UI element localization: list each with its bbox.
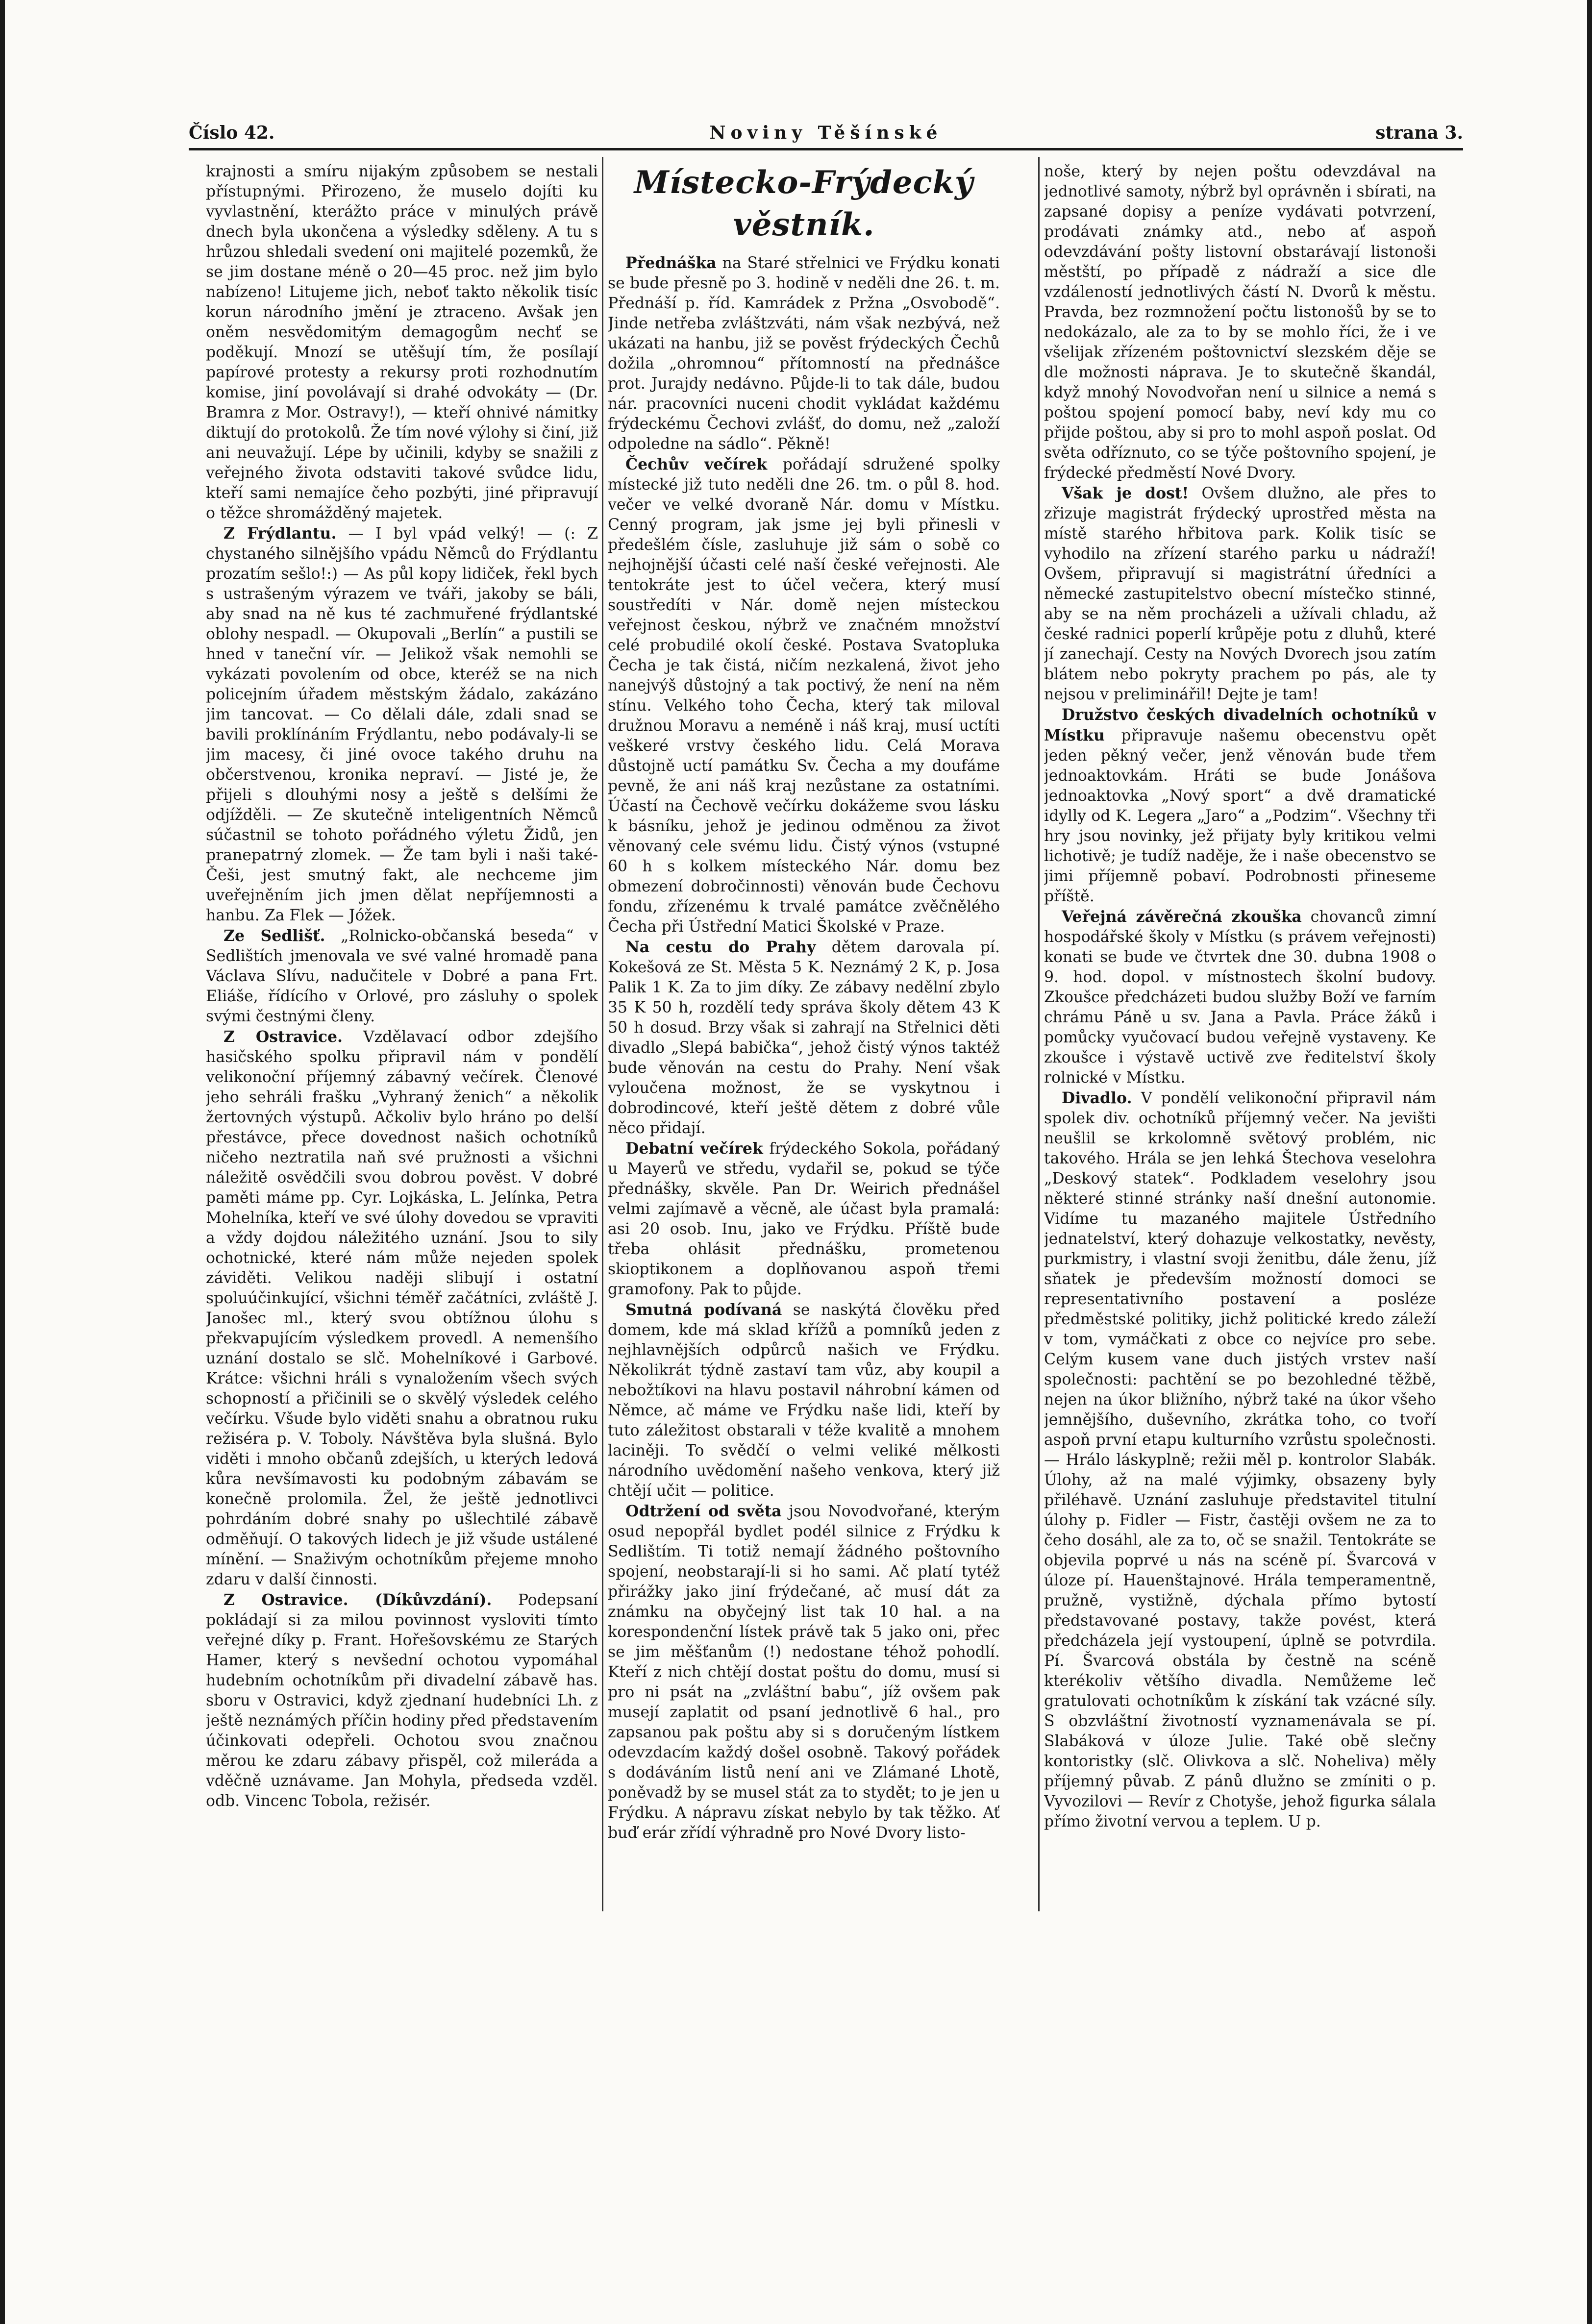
article-text: připravuje našemu obecenstvu opět jeden pěkný večer, jenž věnován bude třem jednoaktovkám. Hráti se bude Jonášova jednoaktovka „Nový sport“ a dvě dramatické idylly od K. Legera „Jaro“ a „Podzim“. Všechny tři hry jsou novinky, jež přijaty byly kritikou velmi lichotivě; je tudíž naděje, že i naše obecenstvo se jimi příjemně pobaví. Podrobnosti přineseme příště.: [1044, 727, 1436, 905]
article-paragraph: [1044, 705, 1436, 907]
article-lead: Veřejná závěrečná zkouška: [1062, 908, 1302, 926]
column-2-articles: [608, 253, 1000, 1843]
article-lead: Však je dost!: [1062, 484, 1189, 502]
article-paragraph: [608, 454, 1000, 937]
section-title: Místecko-Frýdecký věstník.: [634, 164, 974, 243]
newspaper-title: Noviny Těšínské: [709, 123, 943, 143]
article-paragraph: [206, 1590, 598, 1811]
page-header: [189, 123, 1463, 152]
article-paragraph: [1044, 483, 1436, 705]
article-paragraph: [608, 1300, 1000, 1501]
article-paragraph: [1044, 907, 1436, 1088]
article-text: „Rolnicko-občanská beseda“ v Sedlištích jmenovala ve své valné hromadě pana Václava Slívu, nadučitele v Dobré a pana Frt. Eliáše, řídícího v Orlové, pro zásluhy o spolek svými čestnými členy.: [206, 927, 598, 1025]
article-lead: Smutná podívaná: [625, 1301, 782, 1319]
article-text: noše, který by nejen poštu odevzdával na jednotlivé samoty, nýbrž byl oprávněn i sbírati, na zapsané dopisy a peníze vydávati potvrzení, prodávati známky atd., nebo ať aspoň odevzdávání pošty listovní obstarávají listonoši městští, po případě z nádraží a sice dle vzdáleností jednotlivých částí N. Dvorů k městu. Pravda, bez rozmnožení počtu listonošů by se to nedokázalo, ale za to by se mohlo říci, že i ve všelijak zřízeném poštovnictví slezském děje se dle možnosti náprava. Je to skutečně škandál, když mnohý Novodvořan není u silnice a nemá s poštou spojení pomocí baby, neví kdy mu co přijde poštou, aby si pro to mohl aspoň poslat. Od světa odříznuto, co se týče poštovního spojení, je frýdecké předměstí Nové Dvory.: [1044, 163, 1436, 482]
article-text: V pondělí velikonoční připravil nám spolek div. ochotníků příjemný večer. Na jevišti neušlil se krkolomně světový problém, nic takového. Hrála se jen lehká Štechova veselohra „Deskový statek“. Podkladem veselohry jsou některé stinné stránky naší dnešní autonomie. Vidíme tu mazaného majitele Ústředního jednatelství, který dohazuje velkostatky, nevěsty, purkmistry, i vlastní svoji ženitbu, dále ženu, jíž sňatek je především možností domoci se representativního postavení a posléze předměstské politiky, jichž politické kredo záleží v tom, vymáčkati z obce co nejvíce pro sebe. Celým kusem vane duch jistých vrstev naší společnosti: pachtění se po bezohledné těžbě, nejen na úkor bližního, nýbrž také na úkor všeho jemnějšího, duševního, zkrátka toho, co tvoří aspoň první etapu kulturního vzrůstu společnosti. — Hrálo láskyplně; režii měl p. kontrolor Slabák. Úlohy, až na malé výjimky, obsazeny byly přiléhavě. Uznání zasluhuje představitel titulní úlohy p. Fidler — Fistr, častěji ovšem ne za to čeho dosáhl, ale za to, oč se snažil. Tentokráte se objevila poprvé u nás na scéně pí. Švarcová v úloze pí. Hauenštajnové. Hrála temperamentně, pružně, vystižně, dýchala přímo bytostí představované postavy, takže povést, která předcházela její vystoupení, úplně se potvrdila. Pí. Švarcová obstála by čestně na scéně kterékoliv většího divadla. Nemůžeme leč gratulovati ochotníkům k získání tak vzácné síly. S obzvláštní životností vyznamenávala se pí. Slabáková v úloze Julie. Také obě slečny kontoristky (slč. Olivkova a slč. Noheliva) měly příjemný půvab. Z pánů dlužno se zmíniti o p. Vyvozilovi — Revír z Chotyše, jehož figurka sálala přímo životní vervou a teplem. U p.: [1044, 1089, 1436, 1830]
article-paragraph: [608, 253, 1000, 454]
article-paragraph: [206, 926, 598, 1027]
article-paragraph: [206, 523, 598, 926]
article-text: Ovšem dlužno, ale přes to zřizuje magistrát frýdecký uprostřed města na místě starého hřbitova park. Kolik tisíc se vyhodilo na zřízení starého parku u nádraží! Ovšem, připravují si magistrátní úředníci a německé zastupitelstvo obecní místečko stinné, aby se na něm procházeli a užívali chladu, až české radnici poperlí krůpěje potu z dluhů, které jí zanechají. Cesty na Nových Dvorech jsou zatím blátem nebo pokryty prachem po pás, ale ty nejsou v preliminářil! Dejte je tam!: [1044, 485, 1436, 703]
issue-number: Číslo 42.: [189, 123, 275, 143]
column-divider-1: [602, 157, 603, 1911]
article-paragraph: [1044, 1088, 1436, 1832]
article-paragraph: [608, 1138, 1000, 1300]
article-text: jsou Novodvořané, kterým osud nepopřál bydlet podél silnice z Frýdku k Sedlištím. Ti totiž nemají žádného poštovního spojení, neobstarají-li si ho sami. Ač platí tytéž přirážky jako jiní frýdečané, ač musí dát za známku na obyčejný list tak 10 hal. a na korespondenční lístek právě tak 5 jako oni, přec se jim měšťanům (!) nedostane téhož pohodlí. Kteří z nich chtějí dostat poštu do domu, musí si pro ni psát na „zvláštní babu“, jíž ovšem pak musejí zaplatit od psaní jednotlivě 6 hal., pro zapsanou pak poštu aby si s doručeným lístkem odevzdacím každý došel osobně. Takový pořádek s dodáváním listů není ani ve Zlámané Lhotě, poněvadž by se musel stát za to stydět; to je jen u Frýdku. A nápravu získat nebylo by tak těžko. Ať buď erár zřídí výhradně pro Nové Dvory listo-: [608, 1503, 1000, 1842]
article-text: Vzdělavací odbor zdejšího hasičského spolku připravil nám v pondělí velikonoční příjemný zábavný večírek. Členové jeho sehráli frašku „Vyhraný ženich“ a několik žertovných výstupů. Ačkoliv bylo hráno po delší přestávce, přece dovednost našich ochotníků ničeho neztratila naň své pružnosti a všichni náležitě osvědčili svou dobrou pověst. V dobré paměti máme pp. Cyr. Lojkáska, L. Jelínka, Petra Mohelníka, kteří ve své úlohy dovedou se vpraviti a vždy dojdou náležitého uznání. Jsou to sily ochotnické, které nám může nejeden spolek záviděti. Velikou naději slibují i ostatní spoluúčinkující, všichni téměř začátníci, zvláště J. Janošec ml., který svou obtížnou úlohu s překvapujícím výsledkem provedl. A nemenšího uznání dostalo se slč. Mohelníkové i Garbové. Krátce: všichni hráli s vynaložením všech svých schopností a přičinili se o skvělý výsledek celého večírku. Všude bylo viděti snahu a obratnou ruku režiséra p. V. Toboly. Návštěva byla slušná. Bylo viděti i mnoho občanů zdejších, u kterých ledová kůra nevšímavosti ku podobným zábavám se konečně prolomila. Žel, že ještě jednotlivci pohrdáním dobré snahy po ušlechtilé zábavě odměňují. O takových lidech je již všude ustálené mínění. — Snaživým ochotníkům přejeme mnoho zdaru v další činnosti.: [206, 1028, 598, 1588]
article-lead: Odtržení od světa: [625, 1502, 782, 1520]
article-text: chovanců zimní hospodářské školy v Místku (s právem veřejnosti) konati se bude ve čtvrtek dne 30. dubna 1908 o 9. hod. dopol. v místnostech školní budovy. Zkoušce předcházeti budou služby Boží ve farním chrámu Páně u sv. Jana a Pavla. Práce žáků i pomůcky vyučovací budou veřejně vystaveny. Ke zkoušce i výstavě uctivě zve ředitelství školy rolnické v Místku.: [1044, 908, 1436, 1087]
article-paragraph: [608, 937, 1000, 1138]
article-lead: Z Frýdlantu.: [224, 524, 337, 543]
article-lead: Debatní večírek: [625, 1139, 763, 1158]
article-text: se naskýtá člověku před domem, kde má sklad křížů a pomníků jeden z nejhlavnějších odpůrců našich ve Frýdku. Několikrát týdně zastaví tam vůz, aby koupil a nebožtíkovi na hlavu postavil náhrobní kámen od Němce, ač máme ve Frýdku naše lidi, kteří by tuto záležitost obstarali v téže kvalitě a mnohem laciněji. To svědčí o velmi veliké mělkosti národního uvědomění našeho venkova, který již chtějí učit — politice.: [608, 1301, 1000, 1500]
article-paragraph: [1044, 162, 1436, 483]
article-text: — I byl vpád velký! — (: Z chystaného silnějšího vpádu Němců do Frýdlantu prozatím sešlo!:) — As půl kopy lidiček, řekl bych s ustrašeným výrazem ve tváři, jakoby se báli, aby snad na ně kus té zachmuřené frýdlantské oblohy nespadl. — Okupovali „Berlín“ a pustili se hned v taneční vír. — Jelikož však nemohli se vykázati povolením od obce, kteréž se na nich policejním úřadem městským žádalo, zakázáno jim tancovat. — Co dělali dále, zdali snad se bavili proklínáním Frýdlantu, nebo podávaly-li se jim macesy, či jiné ovoce takého druhu na občerstvenou, kronika nepraví. — Jisté je, že přijeli s dlouhými nosy a ještě s delšími že odjížděli. — Ze skutečně inteligentních Němců súčastnil se tohoto pořádného výletu Židů, jen pranepatrný zlomek. — Že tam byli i naši také-Češi, jest smutný fakt, ale nechceme jim uveřejněním jich jmen dělat nepříjemnosti a hanbu. Za Flek — Jóžek.: [206, 525, 598, 924]
article-text: pořádají sdružené spolky místecké již tuto neděli dne 26. tm. o půl 8. hod. večer ve velké dvoraně Nár. domu v Místku. Cenný program, jak jsme jej byli přinesli v předešlém čísle, zasluhuje již sám o sobě co nejhojnější účasti celé naší české veřejnosti. Ale tentokráte jest to účel večera, který musí soustředíti v Nár. domě nejen místeckou veřejnost českou, nýbrž ve značném množství celé probudilé okolí české. Postava Svatopluka Čecha je tak čistá, ničím nezkalená, život jeho nanejvýš důstojný a tak poctivý, že není na něm stínu. Velkého toho Čecha, který tak miloval družnou Moravu a neméně i náš kraj, musí uctíti veškeré vrstvy českého lidu. Celá Morava důstojně uctí památku Sv. Čecha a my doufáme pevně, že ani náš kraj nezůstane za ostatními. Účastí na Čechově večírku dokážeme svou lásku k básníku, jehož je jedinou odměnou za život věnovaný cele svému lidu. Čistý výnos (vstupné 60 h s kolkem místeckého Nár. domu bez obmezení dobročinnosti) věnován bude Čechovu fondu, zřízenému k trvalé památce zvěčnělého Čecha při Ústřední Matici Školské v Praze.: [608, 456, 1000, 936]
column-3: [1044, 162, 1436, 2142]
article-text: Podepsaní pokládají si za milou povinnost vysloviti tímto veřejné díky p. Frant. Hořešovskému ze Starých Hamer, který s nevšední ochotou vypomáhal hudebním ochotníkům při divadelní zábavě has. sboru v Ostravici, když zjednaní hudebníci Lh. z ještě neznámých příčin hodiny před představením účinkovati odepřeli. Ochotou svou značnou měrou ke zdaru zábavy přispěl, což mileráda a vděčně uznávame. Jan Mohyla, předseda vzděl. odb. Vincenc Tobola, režisér.: [206, 1591, 598, 1810]
article-text: dětem darovala pí. Kokešová ze St. Města 5 K. Neznámý 2 K, p. Josa Palik 1 K. Za to jim díky. Ze zábavy nedělní zbylo 35 K 50 h, rozdělí tedy správa školy dětem 43 K 50 h dosud. Brzy však si zahrají na Střelnici děti divadlo „Slepá babička“, jehož čistý výnos taktéž bude věnován na cestu do Prahy. Není však vyloučena možnost, že se vyskytnou i dobrodincové, kteří ještě dětem z dobré vůle něco přidají.: [608, 939, 1000, 1137]
article-lead: Ze Sedlišť.: [224, 927, 325, 945]
article-paragraph: [608, 1501, 1000, 1843]
column-2: [608, 162, 1000, 2142]
column-1: [206, 162, 598, 2142]
article-lead: Přednáška: [625, 254, 717, 272]
article-text: frýdeckého Sokola, pořádaný u Mayerů ve středu, vydařil se, pokud se týče přednášky, skvěle. Pan Dr. Weirich přednášel velmi zajímavě a věcně, ale účast byla pramalá: asi 20 osob. Inu, jako ve Frýdku. Příště bude třeba ohlásit přednášku, prometenou skioptikonem a doplňovanou aspoň třemi gramofony. Pak to půjde.: [608, 1140, 1000, 1298]
header-rule: [189, 148, 1463, 150]
article-lead: Na cestu do Prahy: [625, 938, 816, 956]
article-paragraph: [206, 162, 598, 523]
article-paragraph: [206, 1027, 598, 1590]
article-lead: Družstvo českých divadelních ochotníků v Místku: [1044, 706, 1436, 744]
article-lead: Z Ostravice.: [224, 1028, 343, 1046]
column-divider-2: [1038, 157, 1040, 1911]
article-lead: Čechův večírek: [625, 455, 768, 473]
article-text: na Staré střelnici ve Frýdku konati se bude přesně po 3. hodině v neděli dne 26. t. m. Přednáší p. říd. Kamrádek z Pržna „Osvobodě“. Jinde netřeba zvláštzváti, nám však nezbývá, než ukázati na hanbu, již se pověst frýdeckých Čechů dožila „ohromnou“ přítomností na přednášce prot. Jurajdy nedávno. Půjde-li to tak dále, budou nár. pracovníci nuceni chodit vykládat každému frýdeckému Čechovi zvlášť, do domu, než „založí odpoledne na sádlo“. Pěkně!: [608, 254, 1000, 453]
article-lead: Divadlo.: [1062, 1089, 1132, 1107]
article-lead: Z Ostravice. (Díkůvzdání).: [224, 1591, 492, 1609]
article-text: krajnosti a smíru nijakým způsobem se nestali přístupnými. Přirozeno, že muselo dojíti ku vyvlastnění, kterážto práce v minulých právě dnech byla ukončena a výsledky sděleny. A tu s hrůzou shledali svedení oni majitelé pozemků, že se jim dostane méně o 20—45 proc. než jim bylo nabízeno! Litujeme jich, neboť takto několik tisíc korun národního jmění je ztraceno. Avšak jen oněm nesvědomitým demagogům nechť se poděkují. Mnozí se utěšují tím, že posílají papírové protesty a rekursy proti rozhodnutím komise, jiní povolávají si drahé odvokáty — (Dr. Bramra z Mor. Ostravy!), — kteří ohnivé námitky diktují do protokolů. Že tím nové výlohy si činí, již ani neuvažují. Lépe by učinili, kdyby se snažili z veřejného života odstaviti takové svůdce lidu, kteří sami nemajíce čeho pozbýti, jiné připravují o těžce shromážděný majetek.: [206, 163, 598, 522]
page-number: strana 3.: [1375, 123, 1463, 143]
